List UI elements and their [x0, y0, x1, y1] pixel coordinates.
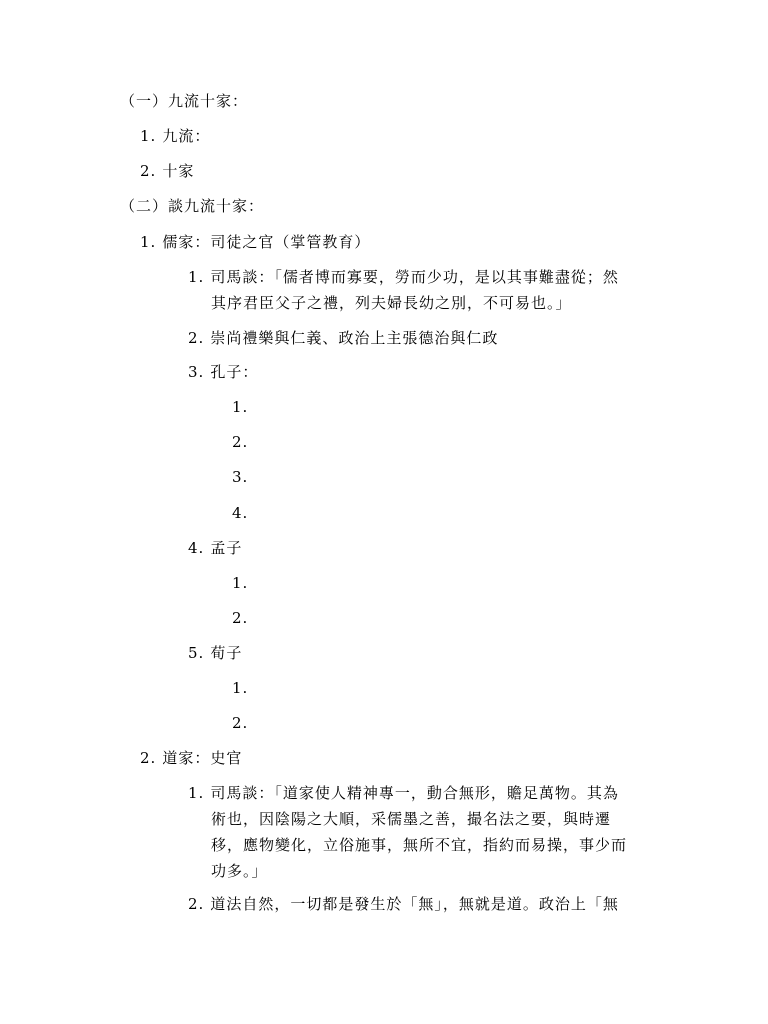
list-item-number: 1. [232, 679, 249, 697]
list-item-number: 4. [188, 539, 205, 557]
list-item-number: 3. [232, 468, 249, 486]
list-item-number: 2. [140, 162, 157, 180]
list-item [140, 127, 210, 145]
list-item-number: 1. [232, 398, 249, 416]
list-item [232, 714, 254, 732]
list-item-text: 功多。」 [211, 862, 268, 880]
list-item [232, 504, 254, 522]
list-item-number: 2. [232, 714, 249, 732]
list-item-continuation [211, 810, 611, 828]
list-item [232, 679, 254, 697]
list-item [232, 398, 254, 416]
list-item-number: 1. [232, 574, 249, 592]
list-item-number: 2. [140, 749, 157, 767]
list-item-text: 術也，因陰陽之大順，采儒墨之善，撮名法之要，與時遷 [211, 810, 612, 828]
list-item-text: 孟子 [210, 539, 243, 557]
list-item-text: 司馬談：「儒者博而寡要，勞而少功，是以其事難盡從；然 [210, 268, 619, 286]
section-heading-two [120, 197, 264, 215]
list-item-confucianism [140, 233, 370, 251]
list-item-number: 2. [232, 609, 249, 627]
list-item-number: 2. [232, 433, 249, 451]
list-item-text: 道家：史官 [162, 749, 243, 767]
section-heading-two-text: （二）談九流十家： [120, 197, 265, 215]
list-item-continuation [211, 836, 627, 854]
list-item [188, 329, 498, 347]
list-item [232, 609, 254, 627]
list-item-text: 司馬談：「道家使人精神專一，動合無形，贍足萬物。其為 [210, 784, 619, 802]
list-item-text: 十家 [162, 162, 195, 180]
list-item-continuation [211, 294, 572, 312]
list-item [232, 433, 254, 451]
section-heading-one-text: （一）九流十家： [120, 92, 249, 110]
list-item-confucius [188, 363, 258, 381]
list-item-number: 1. [140, 127, 157, 145]
list-item-number: 3. [188, 363, 205, 381]
list-item-text: 孔子： [210, 363, 259, 381]
list-item [232, 468, 254, 486]
list-item-taoism [140, 749, 242, 767]
list-item-number: 5. [188, 644, 205, 662]
list-item-mencius [188, 539, 242, 557]
list-item-number: 2. [188, 329, 205, 347]
list-item [188, 268, 619, 286]
list-item-continuation [211, 862, 268, 880]
list-item-number: 1. [140, 233, 157, 251]
list-item-number: 1. [188, 268, 205, 286]
list-item [140, 162, 194, 180]
list-item-number: 1. [188, 784, 205, 802]
list-item-text: 其序君臣父子之禮，列夫婦長幼之別，不可易也。」 [211, 294, 572, 312]
section-heading-one [120, 92, 248, 110]
list-item [232, 574, 254, 592]
list-item-text: 道法自然，一切都是發生於「無」，無就是道。政治上「無 [210, 895, 619, 913]
list-item-number: 4. [232, 504, 249, 522]
list-item-text: 九流： [162, 127, 211, 145]
list-item-xunzi [188, 644, 242, 662]
list-item-text: 移，應物變化，立俗施事，無所不宜，指約而易操，事少而 [211, 836, 628, 854]
list-item-number: 2. [188, 895, 205, 913]
list-item [188, 895, 619, 913]
list-item-text: 崇尚禮樂與仁義、政治上主張德治與仁政 [210, 329, 499, 347]
list-item-text: 荀子 [210, 644, 243, 662]
list-item-text: 儒家：司徒之官（掌管教育） [162, 233, 371, 251]
list-item [188, 784, 619, 802]
